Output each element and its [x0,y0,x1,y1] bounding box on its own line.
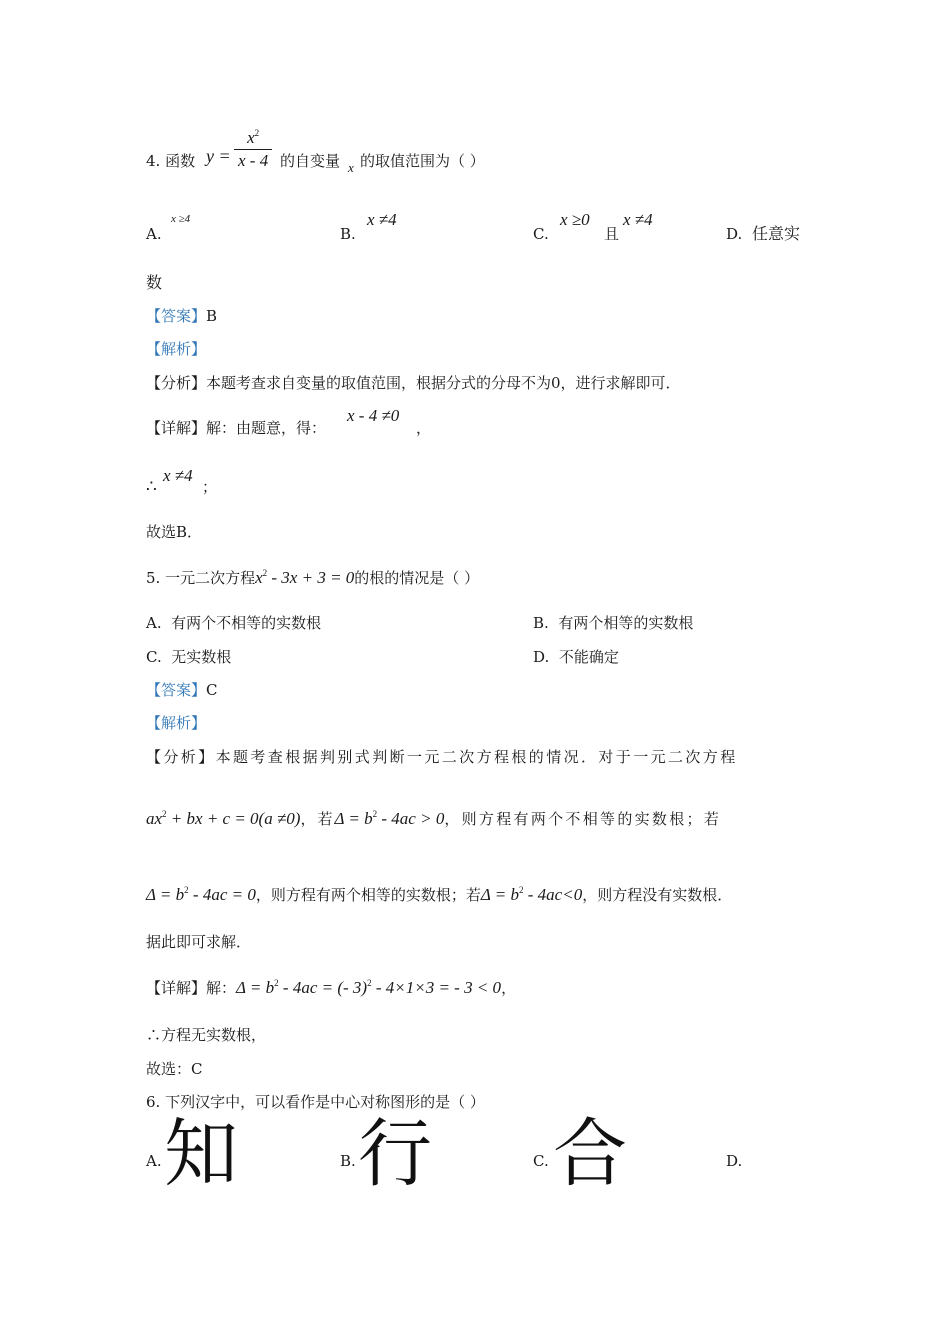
q4-stem-mid: 的自变量 [280,152,341,170]
q5-detail: 【详解】解：$\Delta = b^2 - 4ac$ = (- 3)$^2$ - 4×1×3 = - 3 < 0， [146,978,517,997]
q4-detail-comma: ， [416,419,432,437]
q4-var-x: x [348,160,354,175]
q4-stem [146,152,195,170]
q4-option-a-letter: A. [146,225,162,243]
q4-fraction [234,128,272,171]
q6-stem: 6. 下列汉字中，可以看作是中心对称图形的是（ ） [146,1093,485,1111]
q5-option-b: B. 有两个相等的实数根 [533,614,694,632]
q5-answer-value: C [206,681,218,699]
q5-fenxi-line4: 据此即可求解． [146,933,252,951]
q4-therefore-math: x ≠4 [163,466,193,485]
q4-answer [146,307,217,325]
q5-option-d: D. 不能确定 [533,648,619,666]
q4-option-d-cont: 数 [146,273,163,292]
q4-answer-value: B [206,307,218,325]
q5-analysis-label: 【解析】 [146,714,207,732]
q4-therefore-end: ； [202,478,218,496]
q4-detail-math: x - 4 ≠0 [347,406,400,425]
q5-option-a: A. 有两个不相等的实数根 [146,614,322,632]
q4-fenxi: 【分析】本题考查求自变量的取值范围，根据分式的分母不为0，进行求解即可． [146,374,681,392]
q4-therefore: ∴ [146,477,157,497]
q4-option-a-math: x ≥4 [171,213,191,225]
q5-fenxi-line2: $ax^2$ + bx + c = 0(a ≠0)，若$\Delta = b^2 - 4ac > 0$，则方程有两个不相等的实数根；若 [146,809,722,828]
q4-detail-label: 【详解】解：由题意，得： [146,419,327,437]
q5-fenxi-line1: 【分析】本题考查根据判别式判断一元二次方程根的情况．对于一元二次方程 [146,748,738,766]
q4-frac-bar [234,149,272,150]
q4-stem-suffix: 的取值范围为（ ） [360,152,485,170]
q6-option-c-char: 合 [553,1111,627,1197]
q4-y-eq: y = [206,146,231,166]
q5-stem-suffix: 的根的情况是（ ） [354,569,480,587]
q5-conclusion: 故选：C [146,1060,203,1078]
q5-stem-prefix: 5. 一元二次方程 [146,569,256,587]
q6-option-b-letter: B. [340,1152,356,1170]
q4-option-c-letter: C. [533,225,549,243]
q5-stem [146,568,479,588]
q4-answer-label: 【答案】 [146,307,207,325]
q4-option-c-math-a: x ≥0 [560,210,590,229]
q4-option-b-letter: B. [340,225,356,243]
q6-option-a-letter: A. [146,1152,162,1170]
q4-frac-denominator: x - 4 [238,151,269,170]
q5-answer [146,681,218,699]
q6-option-d-letter: D. [726,1152,743,1170]
q6-option-c-letter: C. [533,1152,549,1170]
q4-analysis-label: 【解析】 [146,340,207,358]
q4-option-d-letter: D. [726,225,743,243]
q6-option-a-char: 知 [164,1111,238,1197]
q4-frac-numerator: $x^2$ [247,128,260,147]
q4-option-c-text: 且 [604,225,620,243]
q5-answer-label: 【答案】 [146,681,207,699]
q5-fenxi-line3: $\Delta = b^2 - 4ac = 0$，则方程有两个相等的实数根；若$\Delta = b^2 - 4ac<0$，则方程没有实数根． [146,885,733,904]
q5-option-c: C. 无实数根 [146,648,232,666]
q5-therefore: ∴方程无实数根， [146,1026,267,1044]
q4-stem-prefix: 4. 函数 [146,152,196,170]
q6-option-b-char: 行 [358,1111,432,1197]
q4-conclusion: 故选B． [146,523,203,541]
q4-option-b-math: x ≠4 [367,210,397,229]
q4-option-d-text: 任意实 [752,224,801,243]
q4-option-c-math-b: x ≠4 [623,210,653,229]
q5-eq: $x^2 - 3x + 3 = 0$ [255,568,355,587]
